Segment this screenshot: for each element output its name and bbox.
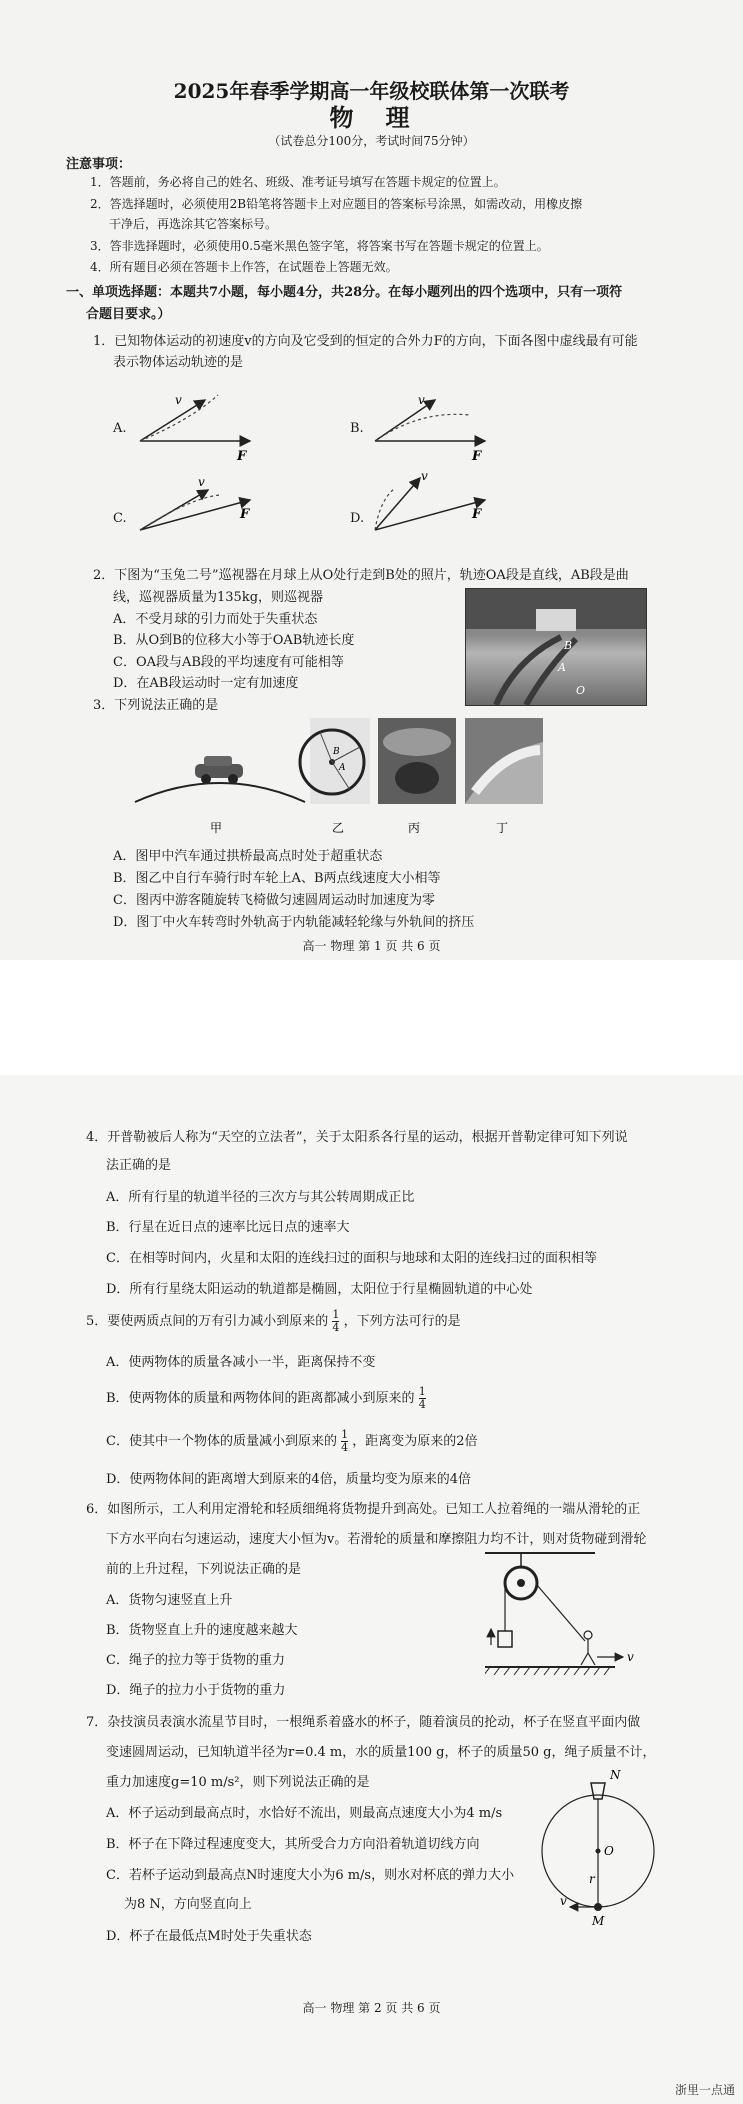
velocity-label: v: [421, 469, 428, 483]
q4-option-a: A．所有行星的轨道半径的三次方与其公转周期成正比: [106, 1190, 415, 1205]
center-o-label: O: [604, 1844, 614, 1858]
caption-jia: 甲: [210, 821, 223, 835]
q1-option-c-label: C.: [113, 511, 127, 526]
q1-diagram-b: [375, 393, 485, 464]
force-label: F: [472, 449, 482, 464]
q3-option-d: D．图丁中火车转弯时外轨高于内轨能减轻轮缘与外轨间的挤压: [113, 915, 475, 930]
caption-yi: 乙: [332, 821, 345, 835]
note-item: 1．答题前，务必将自己的姓名、班级、准考证号填写在答题卡规定的位置上。: [90, 175, 506, 189]
fraction-denominator: 4: [418, 1398, 426, 1411]
note-item: 2．答选择题时，必须使用2B铅笔将答题卡上对应题目的答案标号涂黑，如需改动，用橡皮擦: [90, 197, 583, 211]
q7-option-a: A．杯子运动到最高点时，水恰好不流出，则最高点速度大小为4 m/s: [106, 1806, 503, 1821]
q1-diagram-d: [375, 469, 485, 530]
page-footer: 高一 物理 第 2 页 共 6 页: [302, 2001, 441, 2015]
notes-heading: 注意事项：: [66, 157, 132, 172]
wheel-point-a: A: [339, 763, 346, 773]
q7-option-d: D．杯子在最低点M时处于失重状态: [106, 1929, 312, 1944]
top-point-n-label: N: [610, 1768, 621, 1782]
q7-stem: 7．杂技演员表演水流星节目时，一根绳系着盛水的杯子，随着演员的抡动，杯子在竖直平面内做: [86, 1715, 641, 1730]
point-o-label: O: [576, 684, 586, 697]
exam-title: 2025年春季学期高一年级校联体第一次联考: [173, 79, 570, 103]
q6-option-d: D．绳子的拉力小于货物的重力: [106, 1683, 286, 1698]
q1-stem-cont: 表示物体运动轨迹的是: [113, 355, 244, 370]
q4-option-c: C．在相等时间内，火星和太阳的连线扫过的面积与地球和太阳的连线扫过的面积相等: [106, 1251, 597, 1266]
q7-option-c: C．若杯子运动到最高点N时速度大小为6 m/s，则水对杯底的弹力大小: [106, 1868, 515, 1883]
section-heading-cont: 合题目要求。）: [86, 307, 171, 322]
q2-option-d: D．在AB段运动时一定有加速度: [113, 676, 299, 691]
q5-option-b: [106, 1386, 426, 1411]
q6-stem: 6．如图所示，工人利用定滑轮和轻质细绳将货物提升到高处。已知工人拉着绳的一端从滑轮的正: [86, 1502, 641, 1517]
fraction-numerator: 1: [418, 1385, 426, 1398]
point-a-label: A: [558, 661, 566, 674]
fraction-denominator: 4: [332, 1321, 340, 1334]
fraction-denominator: 4: [341, 1441, 349, 1454]
arch-bridge-car-figure: [135, 756, 305, 835]
q6-option-a: A．货物匀速竖直上升: [106, 1593, 233, 1608]
velocity-label: v: [198, 475, 205, 489]
train-turning-figure: [465, 718, 543, 835]
velocity-label: v: [175, 393, 182, 407]
q1-option-b-label: B.: [350, 421, 364, 436]
q7-option-c-cont: 为8 N，方向竖直向上: [124, 1897, 252, 1912]
point-b-label: B: [564, 639, 573, 652]
fraction-numerator: 1: [332, 1308, 340, 1321]
q5-option-c: [106, 1429, 478, 1454]
q5-stem-text-end: ，下列方法可行的是: [343, 1314, 461, 1329]
q5-option-b-text: B．使两物体的质量和两物体间的距离都减小到原来的: [106, 1391, 415, 1406]
force-label: F: [240, 507, 250, 522]
radius-r-label: r: [589, 1872, 595, 1886]
bicycle-wheel-figure: [300, 718, 370, 835]
exam-info: （试卷总分100分，考试时间75分钟）: [268, 134, 475, 148]
q1-option-a-label: A.: [113, 421, 127, 436]
caption-ding: 丁: [496, 821, 509, 835]
exam-page-1: [0, 0, 743, 960]
q4-option-b: B．行星在近日点的速率比远日点的速率大: [106, 1220, 350, 1235]
q5-option-c-text-end: ，距离变为原来的2倍: [352, 1434, 478, 1449]
q2-stem: 2．下图为“玉兔二号”巡视器在月球上从O处行走到B处的照片，轨迹OA段是直线，AB段是曲: [93, 568, 629, 583]
velocity-label: v: [560, 1894, 567, 1908]
q4-stem-cont: 法正确的是: [106, 1158, 172, 1173]
page-footer: 高一 物理 第 1 页 共 6 页: [302, 939, 441, 953]
note-item: 4．所有题目必须在答题卡上作答，在试题卷上答题无效。: [90, 260, 398, 274]
q5-option-c-text: C．使其中一个物体的质量减小到原来的: [106, 1434, 337, 1449]
water-meteor-diagram: [540, 1763, 660, 1953]
q4-option-d: D．所有行星绕太阳运动的轨道都是椭圆，太阳位于行星椭圆轨道的中心处: [106, 1282, 533, 1297]
q7-stem-cont: 变速圆周运动，已知轨道半径为r=0.4 m，水的质量100 g，杯子的质量50 g，绳子质量不计，: [106, 1745, 656, 1760]
q2-option-a: A．不受月球的引力而处于失重状态: [113, 612, 318, 627]
section-heading: 一、单项选择题：本题共7小题，每小题4分，共28分。在每小题列出的四个选项中，只有一项符: [66, 285, 623, 300]
q6-stem-cont2: 前的上升过程，下列说法正确的是: [106, 1562, 302, 1577]
q3-figures: [120, 712, 680, 837]
q1-diagram-a: [140, 393, 250, 464]
velocity-label: v: [627, 1650, 634, 1664]
q5-stem-text: 5．要使两质点间的万有引力减小到原来的: [86, 1314, 329, 1329]
q1-diagram-c: [140, 475, 250, 530]
q6-stem-cont: 下方水平向右匀速运动，速度大小恒为v。若滑轮的质量和摩擦阻力均不计，则对货物碰到滑轮: [106, 1532, 647, 1547]
note-item: 3．答非选择题时，必须使用0.5毫米黑色签字笔，将答案书写在答题卡规定的位置上。: [90, 239, 549, 253]
q2-stem-cont: 线，巡视器质量为135kg，则巡视器: [113, 590, 324, 605]
bottom-point-m-label: M: [592, 1914, 605, 1928]
q6-option-c: C．绳子的拉力等于货物的重力: [106, 1653, 285, 1668]
note-item: 干净后，再选涂其它答案标号。: [109, 217, 278, 231]
q4-stem: 4．开普勒被后人称为“天空的立法者”，关于太阳系各行星的运动，根据开普勒定律可知下列说: [86, 1130, 628, 1145]
rover-photo: [465, 588, 647, 706]
velocity-label: v: [418, 393, 425, 407]
flying-chairs-figure: [378, 718, 456, 835]
exam-page-2: [0, 1075, 743, 2104]
q7-option-b: B．杯子在下降过程速度变大，其所受合力方向沿着轨道切线方向: [106, 1837, 480, 1852]
q2-option-b: B．从O到B的位移大小等于OAB轨迹长度: [113, 633, 355, 648]
force-label: F: [472, 507, 482, 522]
watermark-text: 浙里一点通: [674, 2083, 735, 2097]
q2-option-c: C．OA段与AB段的平均速度有可能相等: [113, 655, 344, 670]
q5-option-a: A．使两物体的质量各减小一半，距离保持不变: [106, 1355, 376, 1370]
q1-stem: 1．已知物体运动的初速度v的方向及它受到的恒定的合外力F的方向，下面各图中虚线最有可能: [93, 334, 638, 349]
subject-title: 物 理: [329, 103, 414, 132]
pulley-diagram: [485, 1545, 645, 1685]
q5-option-d: D．使两物体间的距离增大到原来的4倍，质量均变为原来的4倍: [106, 1472, 471, 1487]
force-label: F: [237, 449, 247, 464]
q3-option-a: A．图甲中汽车通过拱桥最高点时处于超重状态: [113, 849, 383, 864]
q3-option-b: B．图乙中自行车骑行时车轮上A、B两点线速度大小相等: [113, 871, 441, 886]
q5-stem: [86, 1309, 461, 1334]
q3-option-c: C．图丙中游客随旋转飞椅做匀速圆周运动时加速度为零: [113, 893, 435, 908]
caption-bing: 丙: [408, 821, 421, 835]
q7-stem-cont2: 重力加速度g=10 m/s²，则下列说法正确的是: [106, 1775, 370, 1790]
q6-option-b: B．货物竖直上升的速度越来越大: [106, 1623, 298, 1638]
wheel-point-b: B: [333, 747, 340, 757]
q1-option-d-label: D.: [350, 511, 365, 526]
q3-stem: 3．下列说法正确的是: [93, 698, 219, 713]
fraction-numerator: 1: [341, 1428, 349, 1441]
